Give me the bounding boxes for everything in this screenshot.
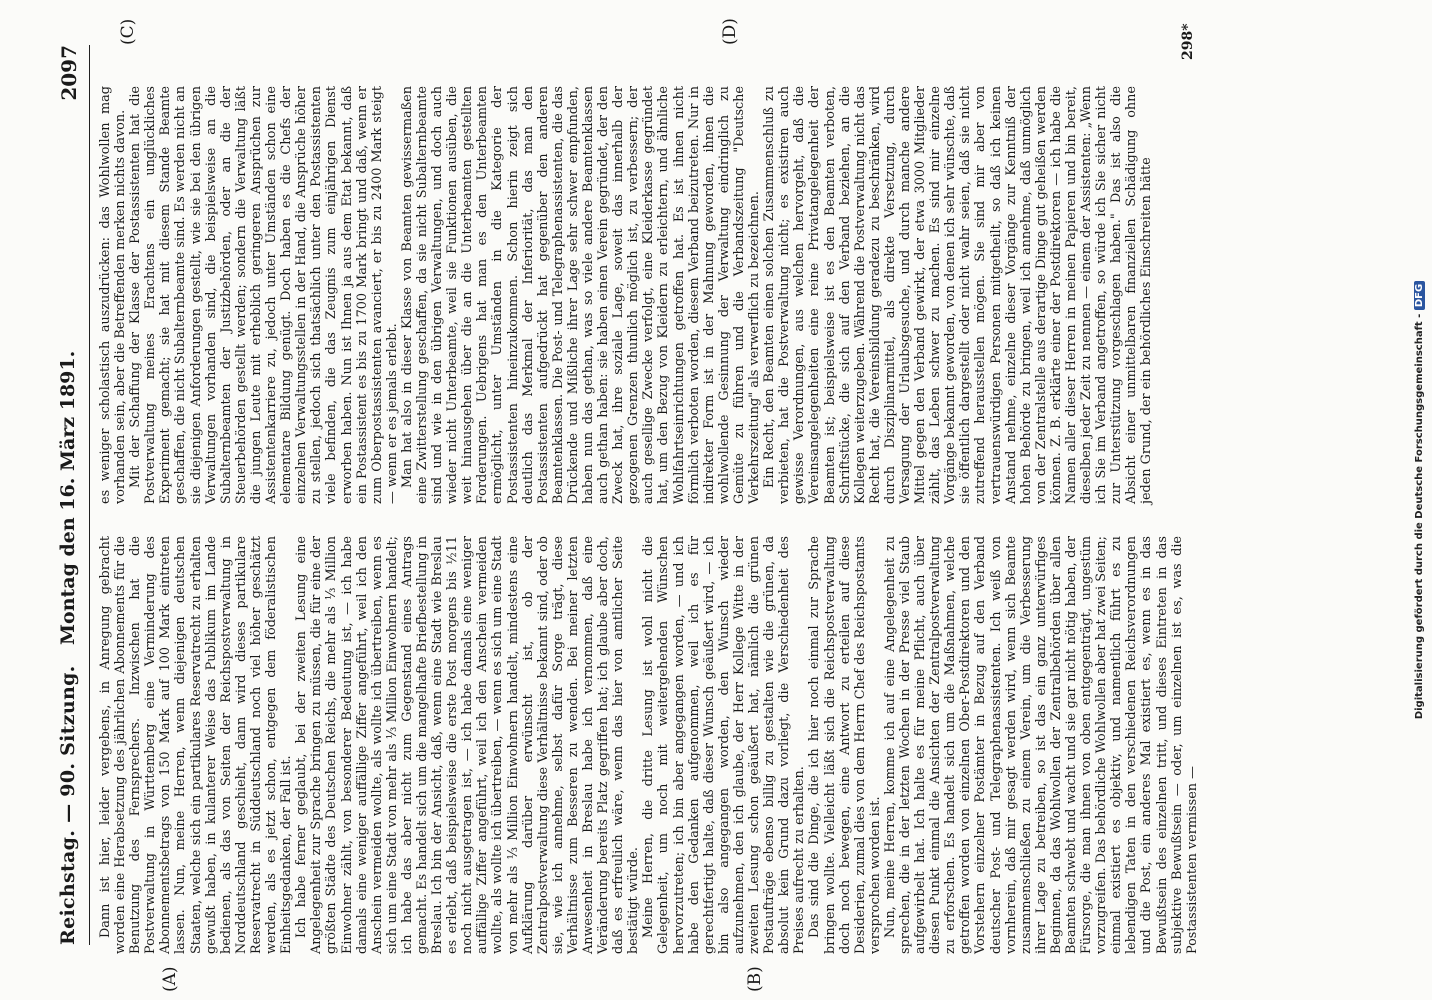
margin-mark-b: (B): [745, 966, 765, 992]
header-date: Montag den 16. März 1891.: [57, 350, 79, 645]
paragraph: Mit der Schaffung der Klasse der Postassistenten hat die Postverwaltung meines Erachtens ein unglückliches Experiment gemacht; sie hat mit diesem Stande Beamte geschaffen, die nicht Subalternbeamte sind. Es werden nicht an sie diejenigen Anforderungen gestellt, wie sie bei den übrigen Verwaltungen vorhanden sind, die beispielsweise an die Subalternbeamten der Justizbehörden, oder an die der Steuerbehörden gestellt werden; sondern die Verwaltung läßt die jungen Leute mit erheblich geringeren Ansprüchen zur Assistentenkarriere zu, jedoch unter Umständen schon eine elementare Bildung genügt. Doch haben es die Chefs der einzelnen Verwaltungsstellen in der Hand, die Ansprüche höher zu stellen, jedoch sich thatsächlich unter den Postassistenten viele befinden, die das Zeugnis zum einjährigen Dienst erworben haben. Nun ist Ihnen ja aus dem Etat bekannt, daß ein Postassistent es bis zu 1700 Mark bringt und daß, wenn er zum Oberpostassistenten avanciert, er bis zu 2400 Mark steigt — wenn er es jemals erlebt.: [128, 86, 400, 504]
paragraph: Dann ist hier, leider vergebens, in Anregung gebracht worden eine Herabsetzung des jährlichen Abonnements für die Benutzung des Fernsprechers. Inzwischen hat die Postverwaltung in Württemberg eine Verminderung des Abonnementsbetrags von 150 Mark auf 100 Mark eintreten lassen. Nun, meine Herren, wenn diejenigen deutschen Staaten, welche sich ein partikulares Reservatrecht zu erhalten gewußt haben, in kulanterer Weise das Publikum im Lande bedienen, als das von Seiten der Reichspostverwaltung in Norddeutschland geschieht, dann wird dieses partikulare Reservatrecht in Süddeutschland noch viel höher geschätzt werden, als es jetzt schon, entgegen dem föderalistischen Einheitsgedanken, der Fall ist.: [98, 536, 295, 954]
paragraph: Ich habe ferner geglaubt, bei der zweiten Lesung eine Angelegenheit zur Sprache bringen zu müssen, die für eine der größten Städte des Deutschen Reichs, die mehr als ⅓ Million Einwohner zählt, von besonderer Bedeutung ist, — ich habe damals eine weniger auffällige Ziffer angeführt, weil ich den Anschein vermeiden wollte, als wollte ich übertreiben, wenn es sich um eine Stadt von mehr als ⅓ Million Einwohnern handelt; ich habe das aber nicht zum Gegenstand eines Antrags gemacht. Es handelt sich um die mangelhafte Briefbestellung in Breslau. Ich bin der Ansicht, daß, wenn eine Stadt wie Breslau es erlebt, daß beispielsweise die erste Post morgens bis ½11 noch nicht ausgetragen ist, — ich habe damals eine weniger auffällige Ziffer angeführt, weil ich den Anschein vermeiden wollte, als wollte ich übertreiben, — wenn es sich um eine Stadt von mehr als ⅓ Million Einwohnern handelt, mindestens eine Aufklärung darüber erwünscht ist, ob der Zentralpostverwaltung diese Verhältnisse bekannt sind, oder ob sie, wie ich annehme, selbst dafür Sorge trägt, diese Verhältnisse zum Besseren zu wenden. Bei meiner letzten Anwesenheit in Breslau habe ich vernommen, daß eine Veränderung bereits Platz gegriffen hat; ich glaube aber doch, daß es erfreulich wäre, wenn das hier von amtlicher Seite bestätigt würde.: [294, 536, 642, 954]
paragraph: Das sind die Dinge, die ich hier noch einmal zur Sprache bringen wollte. Vielleicht läßt sich die Reichspostverwaltung doch noch bewegen, eine Antwort zu erteilen auf diese Desiderien, zumal dies von dem Herrn Chef des Reichspostamts versprochen worden ist.: [807, 536, 883, 954]
signature-mark: 298*: [1180, 23, 1196, 60]
text-column-right: [98, 86, 1155, 504]
page-number: 2097: [57, 45, 81, 101]
paragraph: Ein Recht, den Beamten einen solchen Zusammenschluß zu verbieten, hat die Postverwaltung nicht; es existiren auch gewisse Verordnungen, aus welchen hervorgeht, daß die Vereinsangelegenheiten eine reine Privatangelegenheit der Beamten ist; beispielsweise ist es den Beamten verboten, Schriftstücke, die sich auf den Verband beziehen, an die Kollegen weiterzugeben. Während die Postverwaltung nicht das Recht hat, die Vereinsbildung geradezu zu beschränken, wird durch Disziplinarmittel, als direkte Versetzung, durch Versagung der Urlaubsgesuche, und durch manche andere Mittel gegen den Verband gewirkt, der etwa 3000 Mitglieder zählt, das Leben schwer zu machen. Es sind mir einzelne Vorgänge bekannt geworden, von denen ich sehr wünschte, daß sie öffentlich dargestellt oder nicht wahr seien, daß sie nicht zutreffend herausstellen mögen. Sie sind mir aber von vertrauenswürdigen Personen mitgetheilt, so daß ich keinen Anstand nehme, einzelne dieser Vorgänge zur Kenntniß der hohen Behörde zu bringen, weil ich annehme, daß unmöglich von der Zentralstelle aus derartige Dinge gut geheißen werden können. Z. B. erklärte einer der Postdirektoren — ich habe die Namen aller dieser Herren in meinen Papieren und bin bereit, dieselben jeder Zeit zu nennen — einem der Assistenten: „Wenn ich Sie im Verband angetroffen, so würde ich Sie sicher nicht zur Unterstützung vorgeschlagen haben." Das ist also die Absicht einer unmittelbaren finanziellen Schädigung ohne jeden Grund, der ein behördliches Einschreiten hätte: [762, 86, 1155, 504]
credit-text: Digitalisierung gefördert durch die Deutsche Forschungsgemeinschaft -: [1414, 313, 1425, 720]
text-column-left: [98, 536, 1200, 954]
margin-mark-d: (D): [720, 18, 740, 45]
paragraph: Nun, meine Herren, komme ich auf eine Angelegenheit zu sprechen, die in der letzten Wochen in der Presse viel Staub aufgewirbelt hat. Ich halte es für meine Pflicht, auch über diesen Punkt einmal die Ansichten der Zentralpostverwaltung zu erforschen. Es handelt sich um die Maßnahmen, welche getroffen worden von einzelnen Ober-Postdirektoren und den Vorstehern einzelner Postämter in Bezug auf den Verband deutscher Post- und Telegraphenassistenten. Ich weiß von vornherein, daß mir gesagt werden wird, wenn sich Beamte zusammenschließen zu einem Verein, um die Verbesserung ihrer Lage zu betreiben, so ist das ein ganz unterwürfiges Beginnen, da das Wohlwollen der Zentralbehörden über allen Beamten schwebt und wacht und sie gar nicht nötig haben, der Fürsorge, die man ihnen von oben entgegenträgt, ungestüm vorzugreifen. Das behördliche Wohlwollen aber hat zwei Seiten; einmal existiert es objektiv, und namentlich führt es zu lebendigen Taten in den verschiedenen Reichsverordnungen und die Post, ein anderes Mal existiert es, wenn es in das Bewußtsein des einzelnen tritt, und dieses Eintreten in das subjektive Bewußtsein — oder, um einzelnen ist es, was die Postassistenten vermissen —: [882, 536, 1200, 954]
dfg-logo: DFG: [1414, 281, 1425, 310]
margin-mark-c: (C): [118, 18, 138, 45]
paragraph: Meine Herren, die dritte Lesung ist wohl nicht die Gelegenheit, um noch mit weitergehenden Wünschen hervorzutreten; ich bin aber angegangen worden, — und ich habe den Gedanken aufgenommen, weil ich es für gerechtfertigt halte, daß dieser Wunsch geäußert wird, — ich bin also angegangen worden, den Wunsch wieder aufzunehmen, den ich glaube, der Herr Kollege Witte in der zweiten Lesung schon geäußert hat, nämlich die grünen Postaufträge ebenso billig zu gestalten wie die grünen, da absolut kein Grund dazu vorliegt, die Verschiedenheit des Preises aufrecht zu erhalten.: [641, 536, 808, 954]
paragraph: es weniger scholastisch auszudrücken: das Wohlwollen mag vorhanden sein, aber die Betreffenden merken nichts davon.: [98, 86, 129, 504]
digitization-credit: [1412, 283, 1425, 720]
page-header: [55, 45, 90, 945]
header-title: Reichstag. — 90. Sitzung.: [57, 665, 79, 945]
margin-mark-a: (A): [160, 966, 180, 992]
paragraph: Man hat also in dieser Klasse von Beamten gewissermaßen eine Zwitterstellung geschaffen, da sie nicht Subalternbeamte sind und wie in den übrigen Verwaltungen, und doch auch wieder nicht Unterbeamte, weil sie Funktionen ausüben, die weit hinausgehen über die an die Unterbeamten gestellten Forderungen. Uebrigens hat man es den Unterbeamten ermöglicht, unter Umständen in die Kategorie der Postassistenten hineinzukommen. Schon hierin zeigt sich deutlich das Merkmal der Inferiorität, das man den Postassistenten aufgedrückt hat gegenüber den anderen Beamtenklassen. Die Post- und Telegraphenassistenten, die das Drückende und Mißliche ihrer Lage sehr schwer empfunden, haben nun das gethan, was so viele andere Beamtenklassen auch gethan haben: sie haben einen Verein gegründet, der den Zweck hat, ihre soziale Lage, soweit das innerhalb der gezogenen Grenzen thunlich möglich ist, zu verbessern; der auch gesellige Zwecke verfolgt, eine Kleiderkasse gegründet hat, um den Bezug von Kleidern zu erleichtern, und ähnliche Wohlfahrtseinrichtungen getroffen hat. Es ist ihnen nicht förmlich verboten worden, diesem Verband beizutreten. Nur in indirekter Form ist in der Mahnung geworden, ihnen die wohlwollende Gesinnung der Verwaltung eindringlich zu Gemüte zu führen und die Verbandszeitung "Deutsche Verkehrszeitung" als verwerflich zu bezeichnen.: [399, 86, 763, 504]
